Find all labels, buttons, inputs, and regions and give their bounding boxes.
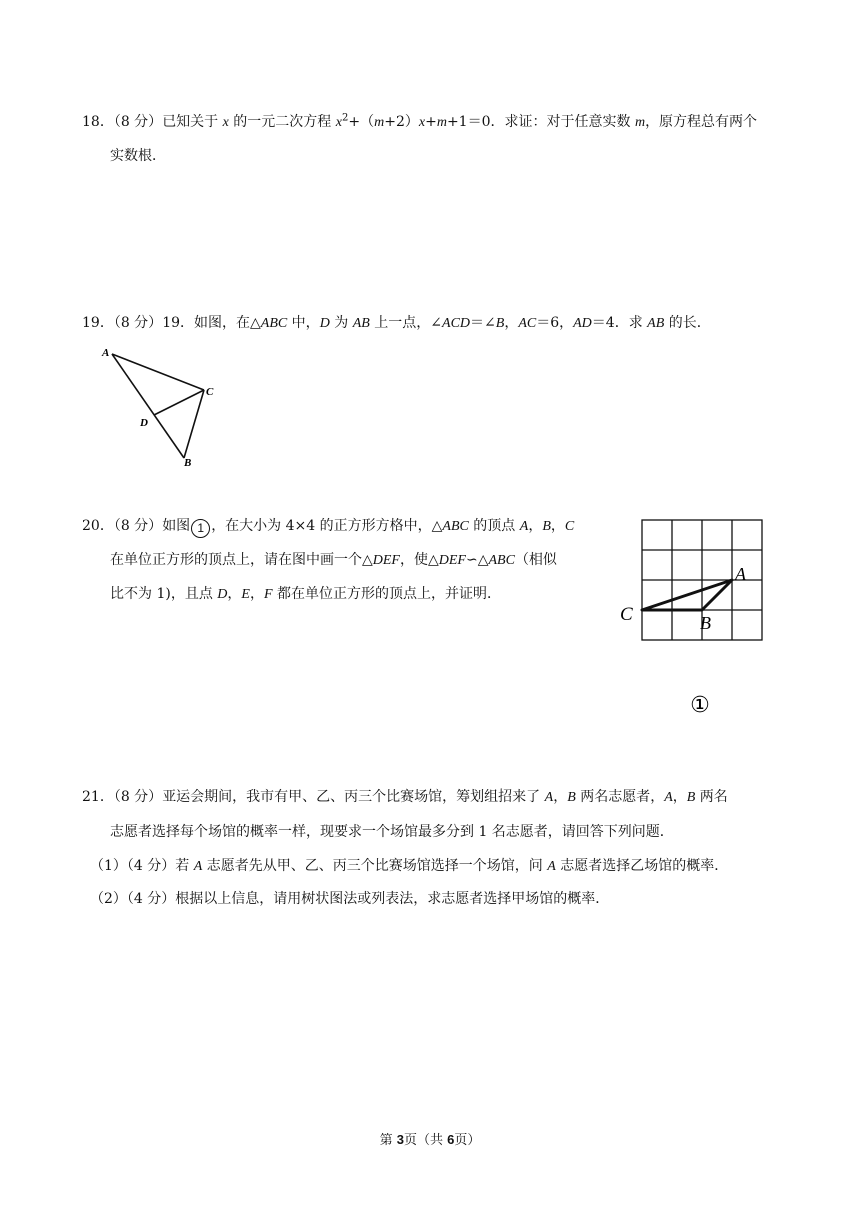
q20-text: 在单位正方形的顶点上，请在图中画一个△ <box>110 552 373 568</box>
q19-text: ＝∠ <box>470 315 496 331</box>
question-number: 19． <box>82 315 114 331</box>
q19-text: 为 <box>329 315 353 331</box>
q18-line1 <box>82 112 757 133</box>
footer-text: 第 <box>379 1133 397 1148</box>
label-c: C <box>206 386 214 398</box>
var: B <box>686 790 696 805</box>
var: C <box>564 519 575 534</box>
figure-ref-circle: 1 <box>191 519 210 538</box>
label-c: C <box>620 604 633 625</box>
part-score: （4 分） <box>126 891 176 907</box>
var-m: m <box>436 115 447 130</box>
question-number: 21． <box>82 789 114 805</box>
q20-text: ，使△ <box>399 552 439 568</box>
label-a: A <box>102 347 110 359</box>
var: D <box>217 587 228 602</box>
var: E <box>241 587 250 602</box>
q21-text: 志愿者选择乙场馆的概率． <box>555 858 729 874</box>
var: DEF <box>372 553 400 568</box>
q19-text: ＝4．求 <box>591 315 648 331</box>
q19-text: 的长． <box>664 315 711 331</box>
label-b: B <box>184 457 192 469</box>
question-score: （8 分） <box>113 315 163 331</box>
question-score: （8 分） <box>113 518 163 534</box>
q20-text: ， <box>227 586 242 602</box>
q21-line2: 志愿者选择每个场馆的概率一样，现要求一个场馆最多分到 1 名志愿者，请回答下列问题． <box>110 824 674 840</box>
var-m: m <box>374 115 385 130</box>
question-score: （8 分） <box>113 114 163 130</box>
label-b: B <box>700 613 711 633</box>
q19-text: 中， <box>287 315 320 331</box>
var: AB <box>352 316 370 331</box>
figure-caption: ① <box>690 693 710 718</box>
var-x: x <box>335 115 342 130</box>
var-x: x <box>222 115 229 130</box>
var: ABC <box>442 519 469 534</box>
q19-line1 <box>82 313 711 334</box>
q21-part2 <box>90 889 609 909</box>
triangle-abc <box>642 580 732 610</box>
question-score: （8 分） <box>113 789 163 805</box>
var: F <box>263 587 273 602</box>
var: A <box>544 790 554 805</box>
q20-line2 <box>110 550 557 571</box>
segment-cb <box>184 390 204 458</box>
var: ABC <box>488 553 515 568</box>
q18-line2: 实数根． <box>110 148 166 164</box>
q18-text: + <box>425 114 437 130</box>
q18-text: +（ <box>348 114 375 130</box>
label-d: D <box>140 417 148 429</box>
var: B <box>542 519 551 534</box>
q20-text: ∽△ <box>465 552 489 568</box>
var: AD <box>573 316 592 331</box>
q19-text: 上一点，∠ <box>369 315 443 331</box>
page-number: 3 <box>396 1132 404 1147</box>
q20-text: 比不为 1)，且点 <box>110 586 218 602</box>
var: B <box>567 790 576 805</box>
q19-text: ＝6， <box>536 315 574 331</box>
part-number: （1） <box>90 858 127 874</box>
var: DEF <box>438 553 466 568</box>
page-total: 6 <box>447 1132 455 1147</box>
q21-text: 根据以上信息，请用树状图法或列表法，求志愿者选择甲场馆的概率． <box>175 891 610 907</box>
page-footer <box>0 1129 860 1148</box>
question-number: 18． <box>82 114 114 130</box>
segment-cd <box>154 390 204 415</box>
var: AB <box>647 316 665 331</box>
q20-text: ， <box>550 518 565 534</box>
var: D <box>319 316 330 331</box>
question-number: 20． <box>82 518 114 534</box>
q20-text: （相似 <box>514 552 557 568</box>
q19-text: ， <box>504 315 519 331</box>
var: A <box>664 790 673 805</box>
q21-text: 亚运会期间，我市有甲、乙、丙三个比赛场馆，筹划组招来了 <box>162 789 545 805</box>
var: B <box>495 316 505 331</box>
q21-text: ， <box>672 789 687 805</box>
q21-text: 两名 <box>695 789 728 805</box>
segment-ac <box>112 354 204 390</box>
q20-line1 <box>82 516 574 538</box>
exponent: 2 <box>341 112 349 124</box>
var-x: x <box>418 115 426 130</box>
q19-triangle-figure <box>96 340 236 470</box>
q20-text: ， <box>249 586 264 602</box>
var: ABC <box>260 316 288 331</box>
q18-text: +1＝0．求证：对于任意实数 <box>446 114 635 130</box>
q21-part1 <box>90 856 728 877</box>
q18-text: ，原方程总有两个 <box>645 114 758 130</box>
var: AC <box>518 316 537 331</box>
q21-text: ， <box>553 789 568 805</box>
part-number: （2） <box>90 891 127 907</box>
q18-text: 的一元二次方程 <box>228 114 336 130</box>
footer-text: 页） <box>454 1133 481 1148</box>
q18-text: 已知关于 <box>162 114 223 130</box>
q21-text: 志愿者先从甲、乙、丙三个比赛场馆选择一个场馆，问 <box>202 858 548 874</box>
q20-grid-figure <box>612 514 812 724</box>
var: A <box>193 859 203 874</box>
q19-text: 19．如图，在△ <box>162 315 261 331</box>
q20-text: 都在单位正方形的顶点上，并证明． <box>272 586 501 602</box>
q20-text: 的顶点 <box>468 518 520 534</box>
q20-text: 如图 <box>162 518 191 534</box>
q21-text: 若 <box>175 858 194 874</box>
label-a: A <box>735 564 746 584</box>
q20-text: ， <box>528 518 543 534</box>
var: A <box>519 519 529 534</box>
q21-text: 两名志愿者， <box>575 789 665 805</box>
q20-line3 <box>110 584 501 605</box>
var-m: m <box>634 115 646 130</box>
footer-text: 页（共 <box>403 1133 448 1148</box>
var: A <box>547 859 556 874</box>
q18-text: +2） <box>384 114 419 130</box>
part-score: （4 分） <box>126 858 176 874</box>
q20-text: ，在大小为 4×4 的正方形方格中，△ <box>211 518 443 534</box>
q21-line1 <box>82 787 728 808</box>
var: ACD <box>442 316 471 331</box>
